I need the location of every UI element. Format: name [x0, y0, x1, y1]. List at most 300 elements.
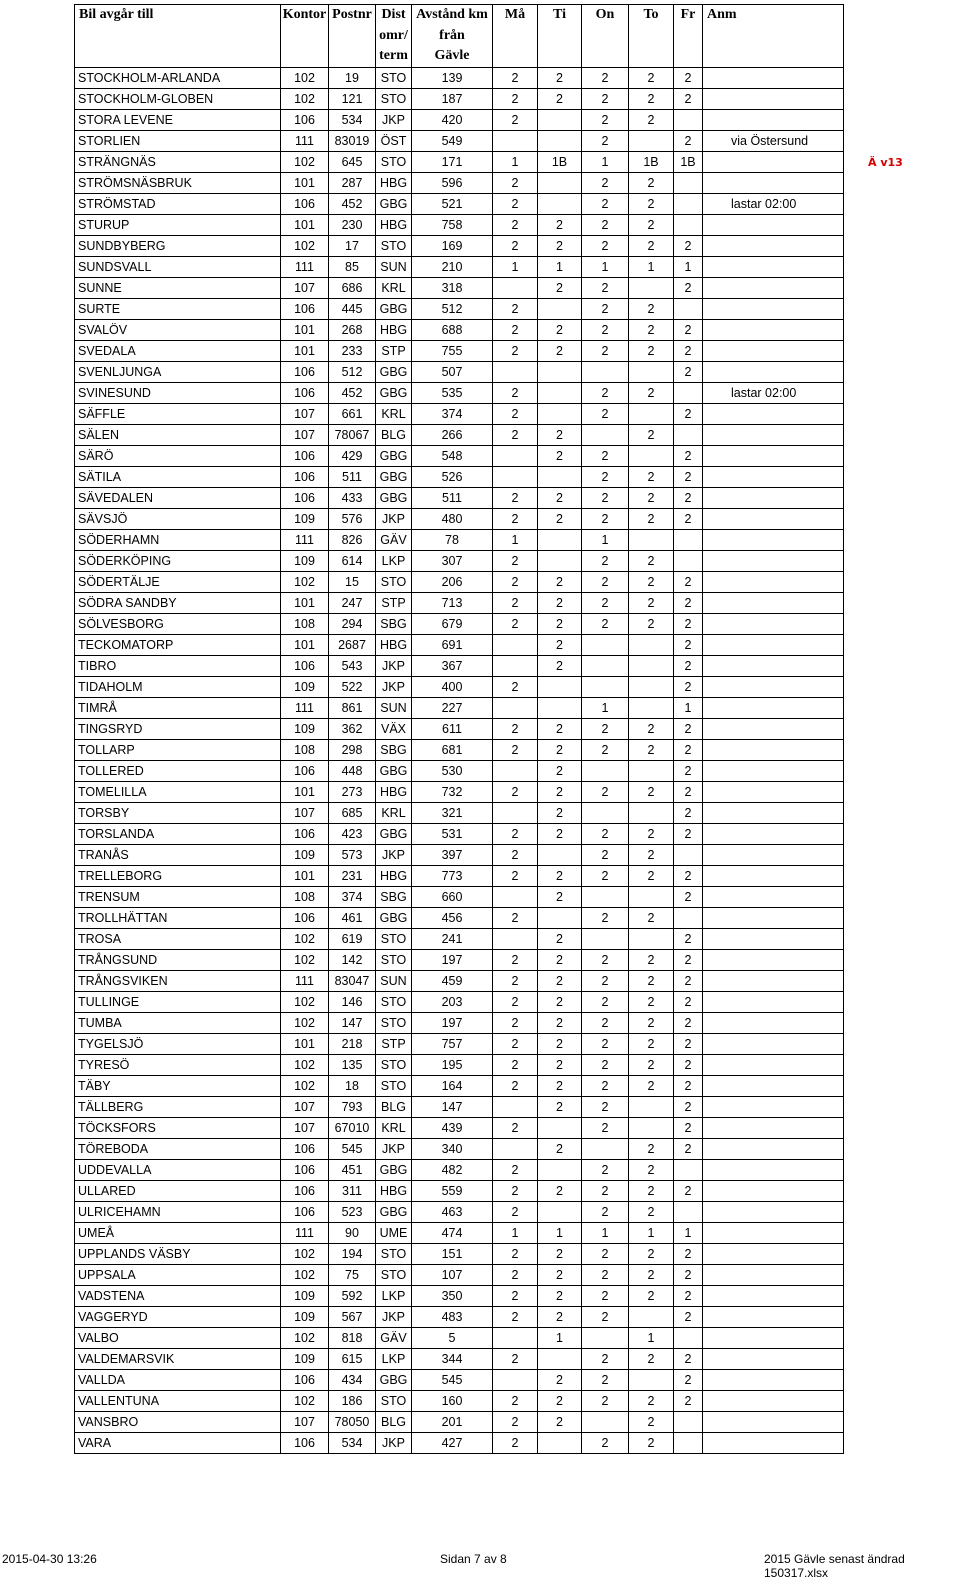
cell-fri: 2	[674, 656, 703, 677]
table-body	[75, 68, 844, 1454]
cell-thu	[629, 803, 674, 824]
cell-distance: 5	[412, 1328, 493, 1349]
cell-distance: 596	[412, 173, 493, 194]
cell-postnr: 147	[329, 1013, 376, 1034]
cell-dist: JKP	[376, 110, 412, 131]
cell-postnr: 78050	[329, 1412, 376, 1433]
cell-distance: 691	[412, 635, 493, 656]
cell-kontor: 109	[281, 719, 329, 740]
cell-tue: 2	[538, 89, 582, 110]
cell-distance: 164	[412, 1076, 493, 1097]
cell-destination: SÄFFLE	[75, 404, 281, 425]
cell-mon: 2	[493, 194, 538, 215]
cell-dist: VÄX	[376, 719, 412, 740]
cell-kontor: 106	[281, 908, 329, 929]
cell-mon: 2	[493, 1202, 538, 1223]
cell-wed: 1	[582, 1223, 629, 1244]
cell-remark	[703, 971, 844, 992]
cell-remark	[703, 257, 844, 278]
cell-distance: 611	[412, 719, 493, 740]
cell-remark	[703, 68, 844, 89]
cell-thu: 2	[629, 1433, 674, 1454]
table-row	[75, 1076, 844, 1097]
cell-remark	[703, 1370, 844, 1391]
cell-destination: UMEÅ	[75, 1223, 281, 1244]
cell-distance: 548	[412, 446, 493, 467]
cell-postnr: 311	[329, 1181, 376, 1202]
header-remark: Anm	[703, 5, 844, 68]
cell-dist: LKP	[376, 1286, 412, 1307]
cell-kontor: 106	[281, 299, 329, 320]
table-row	[75, 698, 844, 719]
cell-postnr: 448	[329, 761, 376, 782]
cell-kontor: 111	[281, 257, 329, 278]
cell-fri: 2	[674, 509, 703, 530]
table-row	[75, 656, 844, 677]
header-distance-line: Avstånd km	[416, 7, 488, 22]
cell-wed: 1	[582, 530, 629, 551]
table-row	[75, 152, 844, 173]
cell-mon: 2	[493, 782, 538, 803]
cell-kontor: 101	[281, 866, 329, 887]
cell-mon	[493, 278, 538, 299]
cell-postnr: 543	[329, 656, 376, 677]
cell-mon	[493, 467, 538, 488]
cell-destination: TYGELSJÖ	[75, 1034, 281, 1055]
cell-kontor: 106	[281, 488, 329, 509]
cell-kontor: 102	[281, 1244, 329, 1265]
cell-kontor: 106	[281, 1370, 329, 1391]
cell-dist: JKP	[376, 1139, 412, 1160]
cell-mon	[493, 761, 538, 782]
cell-wed: 2	[582, 1034, 629, 1055]
cell-postnr: 661	[329, 404, 376, 425]
cell-fri: 2	[674, 1013, 703, 1034]
cell-tue: 2	[538, 971, 582, 992]
cell-remark	[703, 572, 844, 593]
cell-fri: 2	[674, 740, 703, 761]
cell-destination: TÄLLBERG	[75, 1097, 281, 1118]
cell-destination: TOMELILLA	[75, 782, 281, 803]
cell-destination: SÖDERKÖPING	[75, 551, 281, 572]
cell-wed: 2	[582, 1055, 629, 1076]
table-row	[75, 719, 844, 740]
cell-mon: 2	[493, 719, 538, 740]
cell-postnr: 433	[329, 488, 376, 509]
cell-wed: 2	[582, 1307, 629, 1328]
cell-remark	[703, 488, 844, 509]
cell-destination: STORLIEN	[75, 131, 281, 152]
cell-tue	[538, 551, 582, 572]
cell-mon: 2	[493, 1013, 538, 1034]
cell-kontor: 101	[281, 173, 329, 194]
cell-thu: 2	[629, 215, 674, 236]
cell-remark	[703, 299, 844, 320]
cell-tue: 1	[538, 1328, 582, 1349]
table-row	[75, 824, 844, 845]
cell-fri: 2	[674, 1286, 703, 1307]
cell-destination: TÄBY	[75, 1076, 281, 1097]
cell-destination: TINGSRYD	[75, 719, 281, 740]
cell-postnr: 15	[329, 572, 376, 593]
cell-postnr: 567	[329, 1307, 376, 1328]
cell-kontor: 106	[281, 446, 329, 467]
cell-fri: 2	[674, 572, 703, 593]
cell-kontor: 111	[281, 131, 329, 152]
cell-remark	[703, 236, 844, 257]
cell-distance: 187	[412, 89, 493, 110]
cell-destination: SÄLEN	[75, 425, 281, 446]
cell-mon: 2	[493, 236, 538, 257]
cell-postnr: 686	[329, 278, 376, 299]
cell-mon	[493, 698, 538, 719]
cell-fri: 2	[674, 89, 703, 110]
cell-remark	[703, 887, 844, 908]
cell-dist: STO	[376, 68, 412, 89]
cell-tue: 2	[538, 887, 582, 908]
cell-distance: 400	[412, 677, 493, 698]
cell-tue	[538, 1160, 582, 1181]
cell-distance: 321	[412, 803, 493, 824]
cell-dist: STO	[376, 572, 412, 593]
cell-remark	[703, 362, 844, 383]
cell-wed	[582, 1139, 629, 1160]
header-day-tue: Ti	[538, 5, 582, 68]
cell-wed: 2	[582, 404, 629, 425]
header-postnr: Postnr	[329, 5, 376, 68]
cell-remark: via Östersund	[703, 131, 844, 152]
table-row	[75, 1055, 844, 1076]
cell-postnr: 273	[329, 782, 376, 803]
cell-thu	[629, 404, 674, 425]
cell-fri: 2	[674, 677, 703, 698]
table-row	[75, 236, 844, 257]
cell-distance: 535	[412, 383, 493, 404]
cell-destination: TIBRO	[75, 656, 281, 677]
cell-dist: KRL	[376, 803, 412, 824]
cell-thu: 2	[629, 971, 674, 992]
cell-remark: lastar 02:00	[703, 194, 844, 215]
cell-remark	[703, 404, 844, 425]
cell-distance: 210	[412, 257, 493, 278]
cell-remark	[703, 446, 844, 467]
cell-remark	[703, 89, 844, 110]
cell-destination: TOLLERED	[75, 761, 281, 782]
cell-thu: 2	[629, 719, 674, 740]
header-day-wed: On	[582, 5, 629, 68]
cell-postnr: 534	[329, 110, 376, 131]
cell-mon: 2	[493, 824, 538, 845]
cell-postnr: 186	[329, 1391, 376, 1412]
cell-tue: 2	[538, 614, 582, 635]
cell-remark	[703, 215, 844, 236]
cell-destination: TUMBA	[75, 1013, 281, 1034]
cell-postnr: 78067	[329, 425, 376, 446]
cell-dist: ÖST	[376, 131, 412, 152]
cell-destination: STRÄNGNÄS	[75, 152, 281, 173]
cell-thu: 2	[629, 1139, 674, 1160]
cell-fri: 2	[674, 1118, 703, 1139]
table-row	[75, 971, 844, 992]
cell-thu	[629, 635, 674, 656]
cell-fri	[674, 1160, 703, 1181]
cell-dist: STO	[376, 1055, 412, 1076]
cell-postnr: 2687	[329, 635, 376, 656]
cell-postnr: 818	[329, 1328, 376, 1349]
cell-wed: 2	[582, 572, 629, 593]
cell-postnr: 85	[329, 257, 376, 278]
cell-fri: 2	[674, 929, 703, 950]
cell-tue: 2	[538, 1055, 582, 1076]
cell-kontor: 109	[281, 1307, 329, 1328]
cell-dist: UME	[376, 1223, 412, 1244]
cell-distance: 439	[412, 1118, 493, 1139]
cell-destination: SVEDALA	[75, 341, 281, 362]
cell-fri	[674, 173, 703, 194]
cell-fri: 2	[674, 1244, 703, 1265]
cell-remark	[703, 1055, 844, 1076]
table-row	[75, 530, 844, 551]
cell-tue: 2	[538, 740, 582, 761]
cell-destination: VADSTENA	[75, 1286, 281, 1307]
cell-postnr: 423	[329, 824, 376, 845]
cell-wed: 2	[582, 467, 629, 488]
cell-thu: 2	[629, 593, 674, 614]
cell-mon: 2	[493, 1265, 538, 1286]
cell-dist: GBG	[376, 362, 412, 383]
cell-postnr: 534	[329, 1433, 376, 1454]
cell-mon: 2	[493, 110, 538, 131]
cell-dist: HBG	[376, 635, 412, 656]
cell-wed: 2	[582, 278, 629, 299]
cell-fri	[674, 908, 703, 929]
cell-distance: 374	[412, 404, 493, 425]
cell-thu	[629, 446, 674, 467]
cell-kontor: 106	[281, 110, 329, 131]
header-distance	[412, 5, 493, 68]
cell-fri: 2	[674, 446, 703, 467]
cell-dist: GBG	[376, 467, 412, 488]
cell-fri: 2	[674, 761, 703, 782]
table-row	[75, 1286, 844, 1307]
cell-destination: ULLARED	[75, 1181, 281, 1202]
cell-destination: TYRESÖ	[75, 1055, 281, 1076]
cell-remark	[703, 509, 844, 530]
cell-kontor: 106	[281, 467, 329, 488]
cell-dist: GBG	[376, 383, 412, 404]
cell-dist: BLG	[376, 425, 412, 446]
cell-tue: 2	[538, 1013, 582, 1034]
cell-thu: 2	[629, 992, 674, 1013]
cell-mon	[493, 656, 538, 677]
table-row	[75, 1391, 844, 1412]
cell-distance: 107	[412, 1265, 493, 1286]
cell-wed: 2	[582, 341, 629, 362]
cell-kontor: 107	[281, 425, 329, 446]
cell-thu: 2	[629, 425, 674, 446]
table-row	[75, 1181, 844, 1202]
cell-tue: 2	[538, 509, 582, 530]
cell-fri: 2	[674, 1391, 703, 1412]
header-distance-line: Gävle	[434, 48, 470, 63]
cell-thu: 2	[629, 1391, 674, 1412]
cell-tue: 2	[538, 236, 582, 257]
cell-postnr: 230	[329, 215, 376, 236]
cell-destination: TIMRÅ	[75, 698, 281, 719]
cell-remark	[703, 845, 844, 866]
cell-postnr: 576	[329, 509, 376, 530]
cell-distance: 507	[412, 362, 493, 383]
cell-remark	[703, 1328, 844, 1349]
cell-remark	[703, 1349, 844, 1370]
cell-destination: TIDAHOLM	[75, 677, 281, 698]
header-dist-line: Dist	[381, 7, 406, 22]
cell-wed: 2	[582, 614, 629, 635]
table-row	[75, 68, 844, 89]
cell-wed: 2	[582, 593, 629, 614]
cell-thu: 1	[629, 1328, 674, 1349]
cell-destination: STRÖMSTAD	[75, 194, 281, 215]
cell-mon: 2	[493, 950, 538, 971]
cell-fri: 2	[674, 1181, 703, 1202]
cell-dist: KRL	[376, 1118, 412, 1139]
cell-destination: SÖDRA SANDBY	[75, 593, 281, 614]
cell-tue: 2	[538, 320, 582, 341]
cell-tue: 2	[538, 1076, 582, 1097]
cell-fri: 2	[674, 719, 703, 740]
table-row	[75, 1370, 844, 1391]
cell-wed: 2	[582, 173, 629, 194]
cell-fri: 2	[674, 1055, 703, 1076]
table-row	[75, 929, 844, 950]
cell-tue: 2	[538, 215, 582, 236]
cell-wed: 2	[582, 866, 629, 887]
table-row	[75, 89, 844, 110]
cell-thu	[629, 131, 674, 152]
cell-distance: 545	[412, 1370, 493, 1391]
cell-mon: 2	[493, 992, 538, 1013]
cell-dist: SBG	[376, 740, 412, 761]
table-row	[75, 1265, 844, 1286]
cell-mon: 2	[493, 572, 538, 593]
cell-kontor: 102	[281, 68, 329, 89]
cell-dist: GÄV	[376, 530, 412, 551]
cell-kontor: 106	[281, 761, 329, 782]
cell-tue	[538, 530, 582, 551]
cell-fri	[674, 383, 703, 404]
cell-fri: 2	[674, 236, 703, 257]
cell-dist: GBG	[376, 1160, 412, 1181]
cell-tue: 2	[538, 1034, 582, 1055]
cell-dist: STO	[376, 950, 412, 971]
cell-remark	[703, 614, 844, 635]
cell-postnr: 83019	[329, 131, 376, 152]
cell-fri: 2	[674, 950, 703, 971]
cell-fri: 2	[674, 131, 703, 152]
table-row	[75, 467, 844, 488]
cell-dist: STO	[376, 236, 412, 257]
cell-distance: 147	[412, 1097, 493, 1118]
cell-postnr: 452	[329, 383, 376, 404]
cell-distance: 266	[412, 425, 493, 446]
cell-thu: 1B	[629, 152, 674, 173]
cell-dist: KRL	[376, 278, 412, 299]
table-row	[75, 551, 844, 572]
cell-mon: 2	[493, 1244, 538, 1265]
cell-postnr: 194	[329, 1244, 376, 1265]
cell-wed: 2	[582, 68, 629, 89]
cell-wed: 2	[582, 1370, 629, 1391]
cell-thu: 2	[629, 509, 674, 530]
cell-destination: SÖDERHAMN	[75, 530, 281, 551]
cell-remark	[703, 1097, 844, 1118]
cell-remark	[703, 866, 844, 887]
table-row	[75, 299, 844, 320]
cell-remark	[703, 551, 844, 572]
cell-thu: 2	[629, 950, 674, 971]
cell-wed	[582, 1412, 629, 1433]
cell-distance: 397	[412, 845, 493, 866]
cell-wed: 2	[582, 824, 629, 845]
cell-distance: 758	[412, 215, 493, 236]
cell-dist: STO	[376, 992, 412, 1013]
cell-distance: 679	[412, 614, 493, 635]
cell-remark	[703, 1433, 844, 1454]
cell-postnr: 135	[329, 1055, 376, 1076]
cell-thu	[629, 929, 674, 950]
cell-kontor: 102	[281, 1391, 329, 1412]
cell-destination: TORSBY	[75, 803, 281, 824]
cell-postnr: 793	[329, 1097, 376, 1118]
table-row	[75, 1118, 844, 1139]
cell-fri: 2	[674, 1307, 703, 1328]
cell-wed: 2	[582, 320, 629, 341]
cell-postnr: 247	[329, 593, 376, 614]
cell-fri: 2	[674, 1034, 703, 1055]
cell-wed	[582, 656, 629, 677]
cell-distance: 688	[412, 320, 493, 341]
cell-wed: 2	[582, 89, 629, 110]
cell-postnr: 545	[329, 1139, 376, 1160]
cell-wed: 1	[582, 698, 629, 719]
table-row	[75, 131, 844, 152]
cell-fri: 2	[674, 635, 703, 656]
cell-remark	[703, 530, 844, 551]
cell-kontor: 102	[281, 929, 329, 950]
cell-fri	[674, 1412, 703, 1433]
cell-mon	[493, 635, 538, 656]
cell-wed: 2	[582, 1244, 629, 1265]
cell-mon: 2	[493, 1286, 538, 1307]
cell-postnr: 298	[329, 740, 376, 761]
cell-mon: 2	[493, 341, 538, 362]
cell-kontor: 107	[281, 1412, 329, 1433]
cell-tue	[538, 362, 582, 383]
cell-kontor: 106	[281, 1433, 329, 1454]
cell-thu: 2	[629, 908, 674, 929]
cell-kontor: 102	[281, 950, 329, 971]
cell-mon	[493, 887, 538, 908]
cell-kontor: 102	[281, 992, 329, 1013]
revision-flag: Ä v13	[868, 156, 903, 169]
cell-dist: GBG	[376, 194, 412, 215]
cell-tue: 1B	[538, 152, 582, 173]
header-row	[75, 5, 844, 68]
cell-destination: SÖDERTÄLJE	[75, 572, 281, 593]
cell-thu: 2	[629, 740, 674, 761]
cell-kontor: 106	[281, 656, 329, 677]
cell-thu: 2	[629, 68, 674, 89]
